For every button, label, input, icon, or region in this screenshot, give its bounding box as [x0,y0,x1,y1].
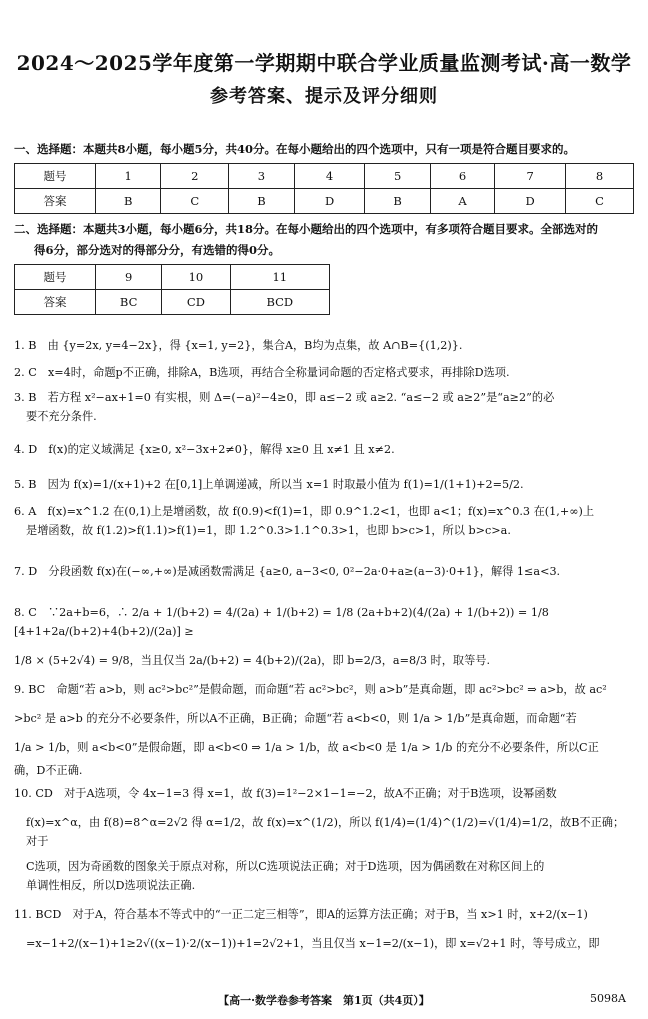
table-row [15,164,634,189]
answer-table-1 [14,163,634,214]
table-cell: BC [96,290,162,315]
section1-heading: 一、选择题：本题共8小题，每小题5分，共40分。在每小题给出的四个选项中，只有一项是符合题目要求的。 [14,142,576,156]
table-cell: 4 [294,164,365,189]
solution-4: 4. D f(x)的定义域满足 {x≥0, x²−3x+2≠0}，解得 x≥0 且 x≠1 且 x≠2. [14,443,395,456]
table-cell: 8 [566,164,634,189]
row-label: 题号 [15,265,96,290]
table-cell: B [229,189,294,214]
page-subtitle: 参考答案、提示及评分细则 [210,86,438,107]
solution-1: 1. B 由 {y=2x, y=4−2x}，得 {x=1, y=2}，集合A，B均为点集，故 A∩B={(1,2)}. [14,339,463,352]
table-row [15,265,330,290]
row-label: 答案 [15,290,96,315]
table-row [15,290,330,315]
solution-8: 8. C ∵2a+b=6，∴ 2/a + 1/(b+2) = 4/(2a) + 1/(b+2) = 1/8 (2a+b+2)(4/(2a) + 1/(b+2)) = 1/8 [4+1+2a/(b+2)+4(b+2)/(2a)] ≥ [14,606,549,638]
page-title: 2024～2025学年度第一学期期中联合学业质量监测考试·高一数学 [16,51,632,75]
table-cell: BCD [230,290,329,315]
solution-10-cont3: 单调性相反，所以D选项说法正确. [26,879,196,892]
solution-6: 6. A f(x)=x^1.2 在(0,1)上是增函数，故 f(0.9)<f(1)=1，即 0.9^1.2<1，也即 a<1；f(x)=x^0.3 在(1,+∞)上 [14,505,595,518]
table-cell: 5 [365,164,430,189]
row-label: 题号 [15,164,96,189]
table-cell: 7 [495,164,566,189]
table-cell: 9 [96,265,162,290]
table-cell: 2 [161,164,229,189]
answer-table-2 [14,264,330,315]
solution-5: 5. B 因为 f(x)=1/(x+1)+2 在[0,1]上单调递减，所以当 x=1 时取最小值为 f(1)=1/(1+1)+2=5/2. [14,478,524,491]
table-cell: B [365,189,430,214]
solution-6-cont: 是增函数，故 f(1.2)>f(1.1)>f(1)=1，即 1.2^0.3>1.1^0.3>1，也即 b>c>1，所以 b>c>a. [26,524,511,537]
solution-list [14,328,634,953]
table-cell: 6 [430,164,494,189]
solution-11: 11. BCD 对于A，符合基本不等式中的“一正二定三相等”，即A的运算方法正确；对于B，当 x>1 时，x+2/(x−1) [14,908,588,921]
solution-9-cont2: 1/a > 1/b，则 a<b<0”是假命题，即 a<b<0 ⇒ 1/a > 1/b，故 a<b<0 是 1/a > 1/b 的充分不必要条件，所以C正 [14,741,599,754]
solution-10-cont2: C选项，因为奇函数的图象关于原点对称，所以C选项说法正确；对于D选项，因为偶函数在对称区间上的 [26,860,545,873]
table-cell: 3 [229,164,294,189]
table-cell: 10 [162,265,230,290]
solution-9-cont3: 确，D不正确. [14,764,83,777]
table-row [15,189,634,214]
solution-3: 3. B 若方程 x²−ax+1=0 有实根，则 Δ=(−a)²−4≥0，即 a≤−2 或 a≥2. “a≤−2 或 a≥2”是“a≥2”的必 [14,391,555,404]
table-cell: A [430,189,494,214]
solution-11-cont: =x−1+2/(x−1)+1≥2√((x−1)·2/(x−1))+1=2√2+1，当且仅当 x−1=2/(x−1)，即 x=√2+1 时，等号成立，即 [26,937,600,950]
solution-9-cont1: >bc² 是 a>b 的充分不必要条件，所以A不正确，B正确；命题“若 a<b<0，则 1/a > 1/b”是真命题，而命题“若 [14,712,577,725]
table-cell: D [495,189,566,214]
table-cell: 1 [96,164,161,189]
table-cell: B [96,189,161,214]
section2-heading-line2: 得6分，部分选对的得部分分，有选错的得0分。 [34,243,281,257]
table-cell: C [566,189,634,214]
solution-9: 9. BC 命题“若 a>b，则 ac²>bc²”是假命题，而命题“若 ac²>bc²，则 a>b”是真命题，即 ac²>bc² ⇒ a>b，故 ac² [14,683,607,696]
solution-10: 10. CD 对于A选项，令 4x−1=3 得 x=1，故 f(3)=1²−2×1−1=−2，故A不正确；对于B选项，设幂函数 [14,787,557,800]
solution-2: 2. C x=4时，命题p不正确，排除A，B选项，再结合全称量词命题的否定格式要求，再排除D选项. [14,366,510,379]
section2-heading-line1: 二、选择题：本题共3小题，每小题6分，共18分。在每小题给出的四个选项中，有多项符合题目要求。全部选对的 [14,222,599,236]
table-cell: C [161,189,229,214]
solution-3-cont: 要不充分条件. [26,410,97,423]
table-cell: CD [162,290,230,315]
solution-8-cont: 1/8 × (5+2√4) = 9/8，当且仅当 2a/(b+2) = 4(b+2)/(2a)，即 b=2/3，a=8/3 时，取等号. [14,654,491,667]
solution-10-cont1: f(x)=x^α，由 f(8)=8^α=2√2 得 α=1/2，故 f(x)=x^(1/2)，所以 f(1/4)=(1/4)^(1/2)=√(1/4)=1/2，故B不正确；对于 [26,816,625,848]
row-label: 答案 [15,189,96,214]
table-cell: 11 [230,265,329,290]
page-footer: 【高一·数学卷参考答案 第1页（共4页）】 [218,994,430,1007]
table-cell: D [294,189,365,214]
document-code: 5098A [590,992,626,1005]
solution-7: 7. D 分段函数 f(x)在(−∞,+∞)是减函数需满足 {a≥0, a−3<0, 0²−2a·0+a≥(a−3)·0+1}，解得 1≤a<3. [14,565,561,578]
